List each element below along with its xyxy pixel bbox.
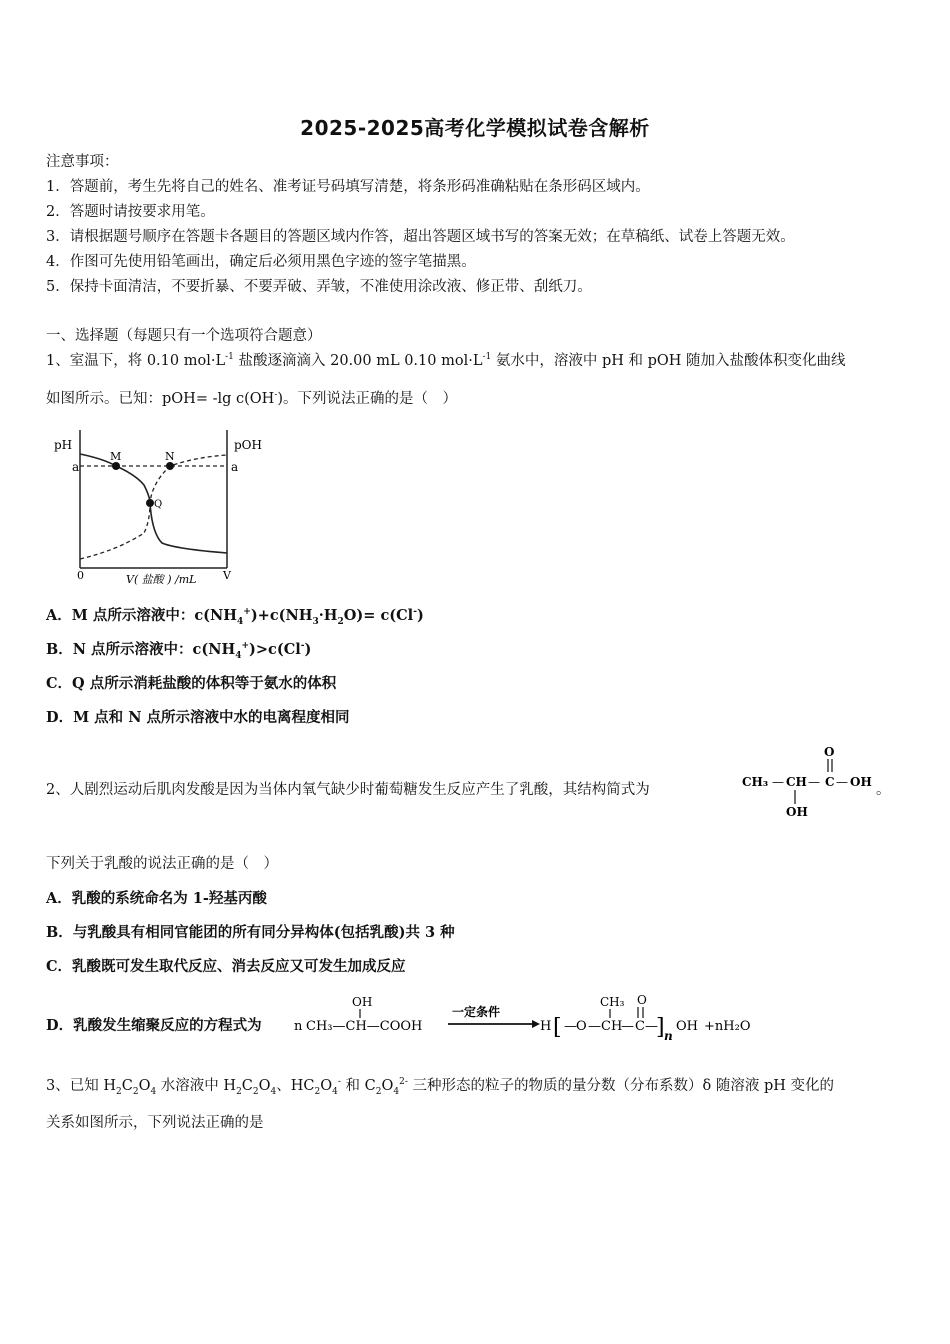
svg-text:CH₃: CH₃ <box>742 775 769 789</box>
svg-text:OH: OH <box>676 1019 698 1034</box>
svg-text:CH: CH <box>786 775 807 789</box>
notice-item-3: 3．请根据题号顺序在答题卡各题目的答题区域内作答，超出答题区域书写的答案无效；在草稿纸、试卷上答题无效。 <box>46 229 795 245</box>
q1-titration-graph <box>46 425 276 590</box>
svg-text:+nH₂O: +nH₂O <box>704 1019 751 1034</box>
q2-stem-end: 。 <box>876 782 891 798</box>
graph-x-label: V( 盐酸 ) /mL <box>126 573 197 586</box>
graph-a-left: a <box>72 460 80 474</box>
svg-text:—: — <box>808 775 820 789</box>
graph-point-m <box>112 462 120 470</box>
graph-label-n: N <box>165 450 175 463</box>
svg-text:—: — <box>836 775 848 789</box>
page-title: 2025-2025高考化学模拟试卷含解析 <box>300 116 650 140</box>
graph-ph-label: pH <box>54 438 73 452</box>
svg-text:C: C <box>635 1019 645 1034</box>
svg-text:O: O <box>576 1019 587 1034</box>
svg-text:OH: OH <box>352 995 373 1009</box>
q2-question: 下列关于乳酸的说法正确的是（ ） <box>46 856 278 872</box>
svg-text:C: C <box>825 775 835 789</box>
graph-label-m: M <box>110 450 122 463</box>
svg-text:OH: OH <box>850 775 872 789</box>
q3-stem-line2: 关系如图所示，下列说法正确的是 <box>46 1115 264 1131</box>
svg-text:CH: CH <box>601 1019 623 1034</box>
q2-option-a: A．乳酸的系统命名为 1-羟基丙酸 <box>46 890 267 907</box>
notice-item-4: 4．作图可先使用铅笔画出，确定后必须用黑色字迹的签字笔描黑。 <box>46 254 476 270</box>
graph-a-right: a <box>231 460 239 474</box>
svg-text:O: O <box>637 993 647 1007</box>
notice-item-1: 1．答题前，考生先将自己的姓名、准考证号码填写清楚，将条形码准确粘贴在条形码区域内。 <box>46 179 650 195</box>
q1-option-d: D．M 点和 N 点所示溶液中水的电离程度相同 <box>46 709 350 726</box>
svg-text:O: O <box>824 745 835 759</box>
q1-option-b: B．N 点所示溶液中：$c(NH_4^+)>c(Cl^-)$ <box>46 641 312 661</box>
svg-text:CH₃: CH₃ <box>600 995 625 1009</box>
svg-text:[: [ <box>553 1015 562 1040</box>
graph-origin: 0 <box>77 569 84 582</box>
polycondensation-equation <box>294 990 764 1050</box>
svg-text:—: — <box>621 1019 634 1034</box>
svg-text:n: n <box>664 1029 673 1043</box>
graph-x-end: V <box>223 569 231 582</box>
q2-option-c: C．乳酸既可发生取代反应、消去反应又可发生加成反应 <box>46 958 406 975</box>
svg-text:—: — <box>588 1019 601 1034</box>
q2-option-b: B．与乳酸具有相同官能团的所有同分异构体(包括乳酸)共 3 种 <box>46 924 455 941</box>
q1-option-c: C．Q 点所示消耗盐酸的体积等于氨水的体积 <box>46 675 337 692</box>
q3-stem-line1: 3、已知 $H_2C_2O_4$ 水溶液中 $H_2C_2O_4$、$HC_2O_4^-$ 和 $C_2O_4^{2-}$ 三种形态的粒子的物质的量分数（分布系数）δ 随溶液 pH 变化的 <box>46 1077 834 1097</box>
svg-text:—: — <box>645 1019 658 1034</box>
notice-item-5: 5．保持卡面清洁，不要折暴、不要弄破、弄皱，不准使用涂改液、修正带、刮纸刀。 <box>46 279 592 295</box>
q2-stem: 2、人剧烈运动后肌肉发酸是因为当体内氧气缺少时葡萄糖发生反应产生了乳酸，其结构简式为 <box>46 782 650 798</box>
q1-option-a: A．M 点所示溶液中：$c(NH_4^+)+c(NH_3\cdot H_2O)= c(Cl^-)$ <box>46 607 424 627</box>
q1-stem-line1: 1、室温下，将 0.10 $mol\cdot L^{-1}$ 盐酸逐滴滴入 20.00 mL 0.10 $mol\cdot L^{-1}$ 氨水中，溶液中 pH 和 pOH 随加入盐酸体积变化曲线 <box>46 352 846 369</box>
svg-text:CH₃—CH—COOH: CH₃—CH—COOH <box>306 1019 423 1034</box>
svg-text:]: ] <box>656 1015 665 1040</box>
svg-text:n: n <box>294 1019 303 1034</box>
q1-stem-line2: 如图所示。已知：pOH= -lg c(OH-)。下列说法正确的是（ ） <box>46 390 458 407</box>
q2-option-d: D．乳酸发生缩聚反应的方程式为 <box>46 1017 262 1034</box>
svg-text:—: — <box>564 1019 577 1034</box>
lactic-acid-structure <box>740 742 880 822</box>
graph-point-q <box>146 499 154 507</box>
svg-text:一定条件: 一定条件 <box>452 1005 501 1019</box>
graph-label-q: Q <box>154 499 163 510</box>
svg-text:H: H <box>540 1019 552 1034</box>
svg-text:—: — <box>772 775 784 789</box>
section-heading: 一、选择题（每题只有一个选项符合题意） <box>46 328 322 344</box>
notice-heading: 注意事项： <box>46 154 119 170</box>
svg-text:OH: OH <box>786 805 808 819</box>
graph-point-n <box>166 462 174 470</box>
notice-item-2: 2．答题时请按要求用笔。 <box>46 204 215 220</box>
graph-poh-label: pOH <box>234 438 262 452</box>
